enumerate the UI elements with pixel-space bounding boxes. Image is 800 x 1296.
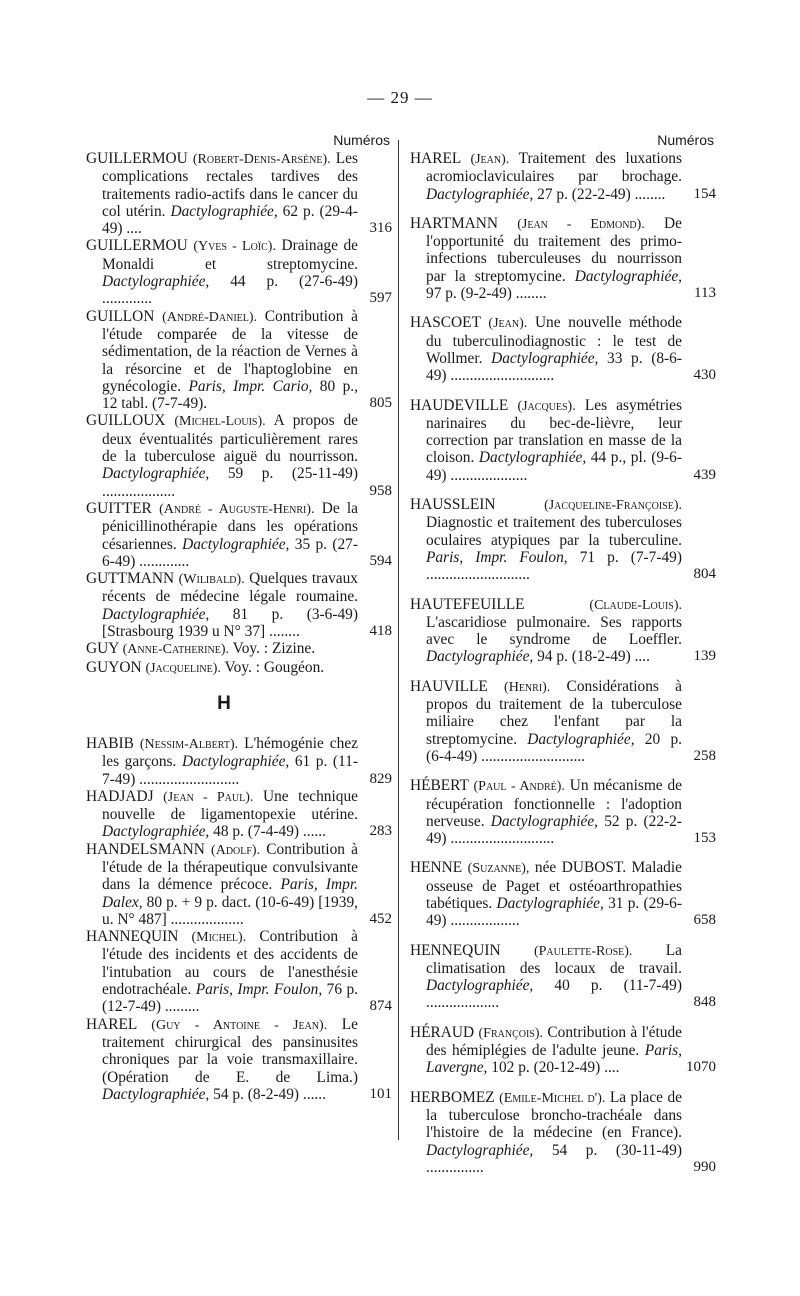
entry-details: 31 p. (29-6-49) .................. — [426, 894, 682, 930]
entry-author: HAUVILLE — [410, 677, 488, 695]
page-number: — 29 — — [367, 88, 433, 107]
entry-author: HAREL — [410, 150, 461, 167]
index-entry — [86, 788, 392, 841]
entry-publication: Paris, Impr. Cario, — [188, 377, 313, 395]
entry-details: 48 p. (7-4-49) ...... — [209, 823, 326, 841]
entry-publication: Dactylographiée, — [496, 894, 604, 912]
entry-details: 81 p. (3-6-49) [Strasbourg 1939 u N° 37] ........ — [102, 605, 358, 641]
index-entry — [86, 570, 392, 640]
index-entry — [410, 1024, 716, 1077]
entry-author: HABIB — [86, 734, 134, 752]
entry-number: 658 — [693, 912, 716, 929]
entry-given-names: (Jacqueline-Françoise). — [544, 498, 682, 514]
entry-publication: Dactylographiée, — [426, 1141, 534, 1159]
entries-g-list — [86, 150, 392, 677]
entry-details: 71 p. (7-7-49) ........................... — [426, 548, 682, 584]
entry-author: HÉBERT — [410, 777, 469, 795]
index-entry — [410, 777, 716, 847]
entry-details: 102 p. (20-12-49) .... — [487, 1059, 620, 1077]
entry-number: 430 — [693, 367, 716, 384]
entry-number: 848 — [693, 994, 716, 1011]
index-entry — [410, 314, 716, 384]
entry-given-names: (Michel-Louis). — [174, 414, 266, 430]
entry-details: 35 p. (27-6-49) ............. — [102, 535, 359, 570]
entry-publication: Dactylographiée, — [478, 449, 587, 467]
entry-title: Un mécanisme de récupération fonctionnelle : l'adoption nerveuse. — [426, 777, 683, 830]
entry-author: GUILLOUX — [86, 412, 166, 430]
entry-given-names: (Yves - Loïc). — [193, 239, 276, 255]
entry-details: 76 p. (12-7-49) ......... — [102, 981, 358, 1016]
index-entry — [410, 942, 716, 1012]
entry-details: 40 p. (11-7-49) ................... — [426, 977, 682, 1012]
right-column — [410, 132, 716, 1176]
entry-title: Voy. : — [229, 640, 272, 658]
entry-given-names: (Paulette-Rose). — [533, 943, 633, 959]
entry-details: 33 p. (8-6-49) ........................... — [426, 349, 682, 385]
entry-author: HARTMANN — [410, 214, 498, 232]
entry-details: 44 p. (27-6-49) ............. — [102, 273, 358, 308]
entry-title: Une nouvelle méthode du tuberculinodiagnostic : le test de Wollmer. — [426, 314, 682, 367]
entry-publication: Dactylographiée, — [102, 823, 210, 841]
entry-title: Considérations à propos du traitement de la tuberculose miliaire chez l'enfant par la streptomycine. — [426, 677, 682, 748]
column-header-left: Numéros — [333, 132, 390, 148]
entry-author: HÉRAUD — [410, 1023, 475, 1041]
entry-publication: Dactylographiée, — [527, 730, 635, 748]
entry-publication: Dactylographiée, — [491, 349, 599, 367]
entry-number: 113 — [694, 285, 716, 302]
entry-author: GUITTER — [86, 499, 152, 517]
entry-title: Les complications rectales tardives des traitements radio-actifs dans le cancer du col utérin. — [102, 150, 358, 220]
entry-details: 80 p. + 9 p. dact. (10-6-49) [1939, u. N° 487] ................... — [102, 893, 358, 928]
entry-title: L'hémogénie chez les garçons. — [102, 734, 358, 771]
entry-title: De la pénicillinothérapie dans les opérations césariennes. — [102, 499, 359, 553]
entry-author: GUTTMANN — [86, 570, 175, 588]
entry-author: GUILLERMOU — [86, 150, 188, 167]
column-divider — [398, 140, 399, 1140]
entry-given-names: (Jacqueline). — [145, 660, 221, 676]
entry-publication: Dactylographiée, — [102, 605, 210, 623]
entry-publication: Dactylographiée, — [181, 753, 290, 771]
entry-number: 805 — [369, 395, 392, 412]
entry-publication: Dactylographiée, — [182, 535, 290, 553]
index-entry — [410, 1089, 716, 1176]
index-entry — [86, 640, 392, 658]
entry-title: A propos de deux éventualités particulièrement rares de la tuberculose aiguë du nourrisson. — [102, 412, 358, 466]
entry-given-names: (Suzanne), — [467, 861, 530, 877]
entry-title: Traitement des luxations acromioclaviculaires par brochage. — [426, 150, 682, 186]
entry-details: Gougéon. — [263, 658, 325, 676]
entry-number: 258 — [693, 747, 716, 764]
index-entry — [410, 596, 716, 666]
left-column — [86, 132, 392, 1103]
entry-publication: Dactylographiée, — [426, 185, 534, 203]
entry-author: GUILLERMOU — [86, 237, 188, 255]
entry-title: Les asymétries narinaires du bec-de-lièvre, leur correction par translation en masse de la cloison. — [426, 396, 682, 467]
entry-given-names: (Robert-Denis-Arsène). — [192, 152, 331, 167]
index-entry — [86, 928, 392, 1015]
entry-title: Contribution à l'étude comparée de la vitesse de sédimentation, de la réaction de Vernes à la résorcine et de l'haptoglobine en gynécologie. — [102, 307, 358, 395]
column-header-right: Numéros — [657, 132, 714, 148]
entry-given-names: (André - Auguste-Henri). — [159, 501, 315, 517]
entry-given-names: (André-Daniel). — [162, 309, 258, 325]
entry-number: 418 — [369, 623, 392, 640]
entry-publication: Dactylographiée, — [426, 977, 534, 995]
entry-details: 80 p., 12 tabl. (7-7-49). — [102, 377, 358, 413]
index-entry — [410, 215, 716, 302]
entry-details: 54 p. (30-11-49) ............... — [426, 1141, 682, 1176]
entry-publication: Paris, Impr. Dalex, — [102, 876, 358, 911]
entry-number: 153 — [693, 830, 716, 847]
entry-given-names: (Paul - André). — [473, 779, 565, 795]
entry-author: HENNEQUIN — [410, 941, 501, 959]
entry-author: HANDELSMANN — [86, 840, 205, 858]
entry-number: 139 — [693, 648, 716, 665]
entry-details: 27 p. (22-2-49) ........ — [533, 185, 666, 203]
entry-title: La place de la tuberculose broncho-trachéale dans l'histoire de la médecine (en France). — [426, 1088, 682, 1142]
entry-number: 1070 — [686, 1059, 716, 1076]
entry-title: Le traitement chirurgical des pansinusites chroniques par la voie transmaxillaire. (Opération de E. de Lima.) — [102, 1015, 358, 1086]
entry-number: 597 — [369, 290, 392, 307]
entry-details: 59 p. (25-11-49) ................... — [102, 465, 358, 500]
entry-author: GUILLON — [86, 307, 155, 325]
entry-author: HAUSSLEIN — [410, 496, 496, 514]
entry-publication: Paris, Lavergne, — [426, 1042, 682, 1077]
entry-author: HERBOMEZ — [410, 1088, 495, 1106]
entry-details: 97 p. (9-2-49) ........ — [426, 285, 547, 303]
entry-given-names: (Michel). — [191, 930, 247, 946]
entry-publication: Dactylographiée, — [170, 202, 278, 220]
entry-given-names: (Emile-Michel d'). — [499, 1090, 606, 1106]
entry-publication: Dactylographiée, — [574, 267, 682, 285]
entry-number: 316 — [369, 220, 392, 237]
entry-title: Diagnostic et traitement des tuberculoses oculaires atypiques par la tuberculine. — [426, 514, 682, 549]
entry-title: De l'opportunité du traitement des primo-infections tuberculeuses du nourrisson par la streptomycine. — [426, 214, 682, 285]
entry-number: 283 — [369, 823, 392, 840]
entry-publication: Dactylographiée, — [426, 648, 534, 666]
entry-given-names: (Jean - Paul). — [163, 789, 254, 805]
entry-title: Voy. : — [220, 658, 264, 676]
entry-given-names: (Jean). — [488, 316, 528, 332]
entries-h-list — [86, 735, 392, 1103]
entry-details: 62 p. (29-4-49) .... — [102, 202, 358, 238]
entry-details: 61 p. (11-7-49) .......................... — [102, 753, 358, 788]
entry-given-names: (Wilibald). — [178, 572, 245, 588]
entry-given-names: (Claude-Louis). — [589, 597, 682, 613]
entry-number: 958 — [369, 482, 392, 499]
index-entry — [86, 659, 392, 677]
entry-details: 20 p. (6-4-49) ........................... — [426, 730, 682, 765]
entry-given-names: (Jean - Edmond). — [517, 216, 645, 232]
entry-title: née DUBOST. Maladie osseuse de Paget et ostéoarthropathies tabétiques. — [426, 859, 682, 912]
entry-publication: Dactylographiée, — [102, 1085, 210, 1103]
entry-number: 452 — [369, 910, 392, 927]
entry-number: 594 — [369, 552, 392, 569]
index-entry — [86, 500, 392, 570]
entry-publication: Dactylographiée, — [102, 465, 210, 483]
entry-details: 52 p. (22-2-49) ........................... — [426, 812, 682, 848]
entry-number: 154 — [693, 185, 716, 202]
entry-title: Contribution à l'étude des hémiplégies de l'adulte jeune. — [426, 1023, 682, 1060]
entry-number: 101 — [369, 1085, 392, 1102]
section-letter: H — [217, 692, 231, 714]
entry-given-names: (Adolf). — [211, 842, 261, 858]
entry-title: Contribution à l'étude de la thérapeutique convulsivante dans la démence précoce. — [102, 840, 358, 894]
entry-title: L'ascaridiose pulmonaire. Ses rapports avec le syndrome de Loeffler. — [426, 613, 682, 649]
entry-number: 829 — [369, 770, 392, 787]
index-entry — [86, 308, 392, 413]
entry-details: 44 p., pl. (9-6-49) .................... — [426, 449, 682, 484]
entry-author: HADJADJ — [86, 787, 154, 805]
index-entry — [86, 841, 392, 928]
entry-number: 439 — [693, 466, 716, 483]
entry-publication: Paris, Impr. Foulon, — [195, 981, 323, 999]
entry-number: 990 — [693, 1158, 716, 1175]
entry-title: Quelques travaux récents de médecine légale roumaine. — [102, 570, 358, 606]
entry-details: Zizine. — [271, 640, 316, 658]
entry-given-names: (Nessim-Albert). — [139, 736, 239, 752]
entry-details: 54 p. (8-2-49) ...... — [209, 1085, 326, 1103]
entry-given-names: (Henri). — [504, 679, 551, 695]
entry-given-names: (Jean). — [470, 152, 510, 167]
entry-given-names: (Guy - Antoine - Jean). — [151, 1017, 328, 1033]
entry-author: GUYON — [86, 658, 142, 676]
entries-right-list — [410, 150, 716, 1176]
entry-given-names: (François). — [478, 1025, 544, 1041]
index-entry — [410, 397, 716, 484]
index-entry — [410, 678, 716, 765]
entry-number: 804 — [693, 566, 716, 583]
entry-title: Une technique nouvelle de ligamentopexie utérine. — [102, 787, 359, 824]
index-entry — [86, 1016, 392, 1103]
entry-given-names: (Jacques). — [517, 398, 576, 414]
entry-title: La climatisation des locaux de travail. — [426, 941, 682, 977]
entry-author: HENNE — [410, 859, 463, 877]
entry-author: HASCOET — [410, 314, 481, 332]
entry-given-names: (Anne-Catherine). — [122, 642, 230, 658]
index-entry — [410, 150, 716, 203]
entry-publication: Paris, Impr. Foulon, — [426, 548, 568, 566]
index-entry — [86, 237, 392, 307]
entry-number: 874 — [369, 998, 392, 1015]
entry-publication: Dactylographiée, — [102, 273, 210, 291]
entry-details: 94 p. (18-2-49) .... — [533, 648, 650, 666]
entry-author: HAUTEFEUILLE — [410, 595, 525, 613]
entry-author: GUY — [86, 640, 119, 658]
entry-publication: Dactylographiée, — [490, 812, 599, 830]
index-entry — [86, 412, 392, 499]
entry-author: HANNEQUIN — [86, 928, 179, 946]
index-entry — [410, 496, 716, 583]
entry-author: HAREL — [86, 1015, 137, 1033]
entry-title: Contribution à l'étude des incidents et des accidents de l'intubation au cours de l'anesthésie endotrachéale. — [102, 928, 358, 999]
entry-author: HAUDEVILLE — [410, 396, 509, 414]
index-entry — [86, 150, 392, 237]
index-entry — [86, 735, 392, 788]
index-entry — [410, 859, 716, 929]
entry-title: Drainage de Monaldi et streptomycine. — [102, 237, 359, 273]
